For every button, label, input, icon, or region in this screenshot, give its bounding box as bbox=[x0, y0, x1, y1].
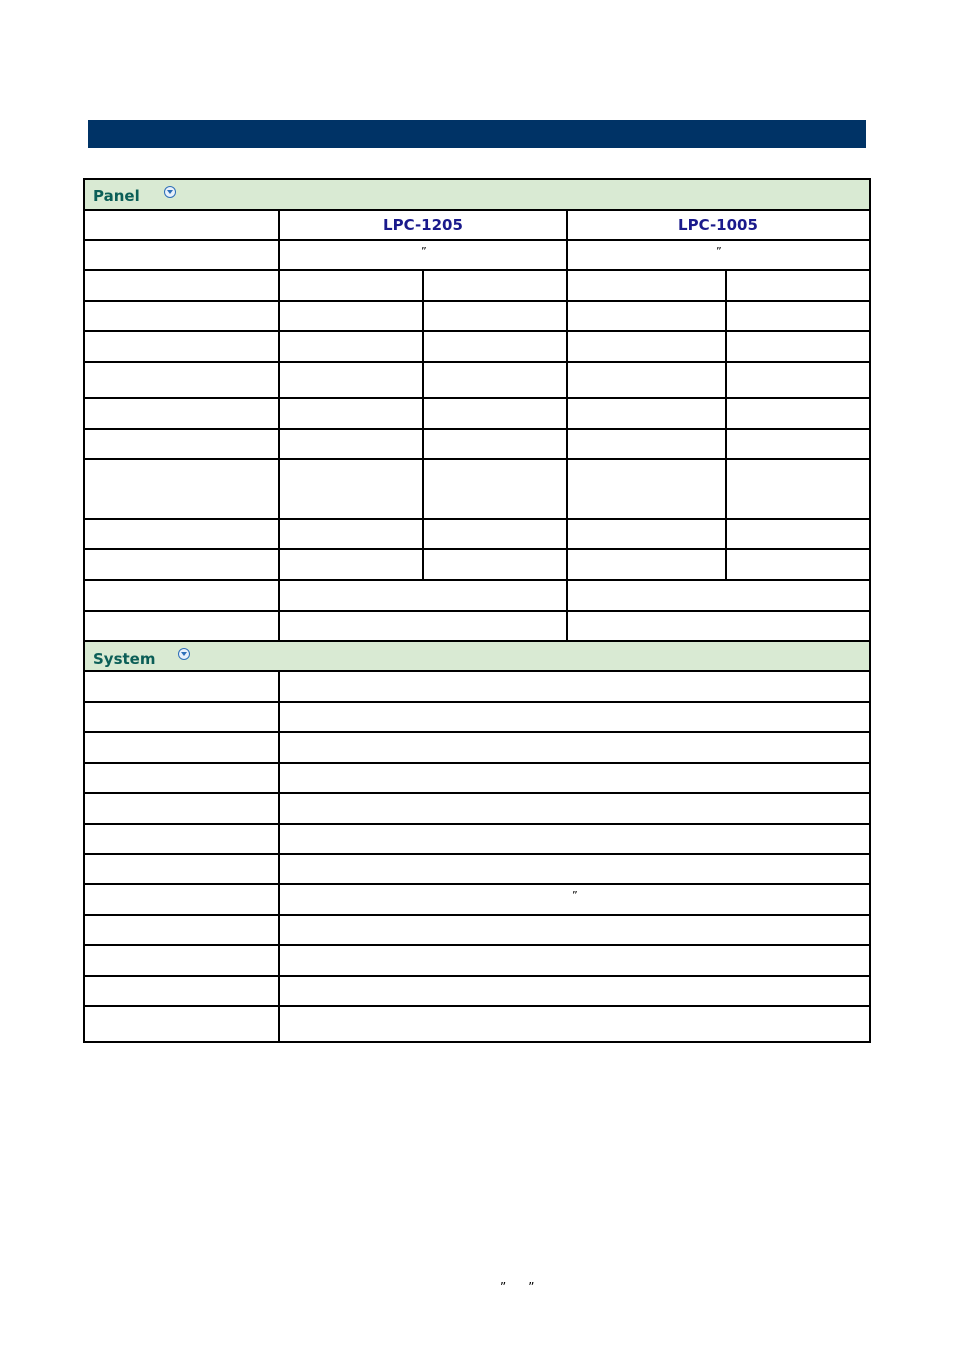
row-divider bbox=[85, 579, 869, 581]
row-divider bbox=[85, 548, 869, 550]
section-title-system: System bbox=[93, 650, 156, 668]
row-divider bbox=[85, 731, 869, 733]
row-divider bbox=[85, 792, 869, 794]
row-divider bbox=[85, 1005, 869, 1007]
chevron-down-icon[interactable] bbox=[178, 648, 190, 660]
column-divider bbox=[422, 270, 424, 579]
row-divider bbox=[85, 975, 869, 977]
chevron-down-icon[interactable] bbox=[164, 186, 176, 198]
spec-table bbox=[83, 178, 871, 1043]
row-divider bbox=[85, 823, 869, 825]
section-title-panel: Panel bbox=[93, 187, 140, 205]
title-bar bbox=[88, 120, 866, 148]
row-divider bbox=[85, 458, 869, 460]
row-divider bbox=[85, 239, 869, 241]
column-divider bbox=[278, 671, 280, 1041]
row-divider bbox=[85, 518, 869, 520]
row-divider bbox=[85, 269, 869, 271]
row-divider bbox=[85, 397, 869, 399]
row-divider bbox=[85, 670, 869, 672]
page-marks bbox=[500, 1280, 556, 1294]
row-divider bbox=[85, 701, 869, 703]
panel-size-col2: ” bbox=[716, 245, 722, 258]
row-divider bbox=[85, 883, 869, 885]
row-divider bbox=[85, 640, 869, 642]
section-header-panel[interactable] bbox=[85, 180, 869, 210]
row-divider bbox=[85, 762, 869, 764]
row-divider bbox=[85, 300, 869, 302]
footer-mark-2: ” bbox=[528, 1280, 535, 1294]
column-divider bbox=[566, 210, 568, 641]
panel-size-col1: ” bbox=[421, 245, 427, 258]
row-divider bbox=[85, 944, 869, 946]
section-header-system[interactable] bbox=[85, 642, 869, 672]
footer-mark-1: ” bbox=[500, 1280, 507, 1294]
row-divider bbox=[85, 914, 869, 916]
row-divider bbox=[85, 209, 869, 211]
row-divider bbox=[85, 610, 869, 612]
row-divider bbox=[85, 853, 869, 855]
row-divider bbox=[85, 330, 869, 332]
row-divider bbox=[85, 361, 869, 363]
row-divider bbox=[85, 428, 869, 430]
system-row-8-mark: ” bbox=[572, 889, 578, 902]
model-header-col1: LPC-1205 bbox=[383, 216, 463, 234]
model-header-col2: LPC-1005 bbox=[678, 216, 758, 234]
column-divider bbox=[725, 270, 727, 579]
column-divider bbox=[278, 210, 280, 641]
